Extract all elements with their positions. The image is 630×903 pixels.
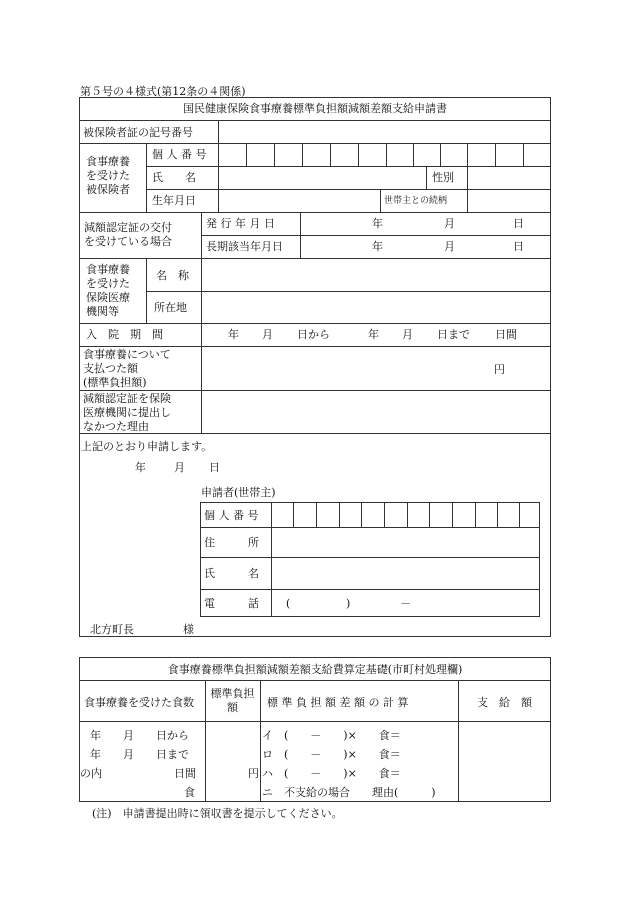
calc-days: 日間 (174, 767, 196, 780)
certificate-issue-day: 日 (513, 217, 524, 230)
phone-open: ( (286, 597, 291, 610)
phone-dash: － (400, 597, 411, 610)
calc-col-meals: 食事療養を受けた食数 (84, 696, 194, 709)
applicant-personal-number-label: 個 人 番 号 (204, 509, 259, 522)
hosp-until: 日まで (437, 328, 470, 341)
certificate-issue-year: 年 (372, 217, 383, 230)
institution-name-label: 名 称 (156, 269, 189, 282)
application-year: 年 (135, 461, 146, 474)
footnote: (注) 申請書提出時に領収書を提示してください。 (92, 807, 343, 820)
calc-col-calc: 標 準 負 担 額 差 額 の 計 算 (267, 696, 409, 709)
certificate-longterm-label: 長期該当年月日 (206, 240, 283, 253)
institution-group-label: 食事療養 を受けた 保険医療 機関等 (86, 263, 130, 318)
insured-cert-field[interactable] (219, 121, 550, 143)
applicant-label: 申請者(世帯主) (201, 486, 276, 499)
institution-address-label: 所在地 (154, 301, 187, 314)
certificate-longterm-year: 年 (372, 240, 383, 253)
applicant-address-field[interactable] (272, 528, 539, 557)
hosp-days: 日間 (495, 328, 517, 341)
certificate-issue-label: 発 行 年 月 日 (206, 217, 275, 230)
form-id: 第５号の４様式(第12条の４関係) (80, 85, 246, 98)
applicant-phone-label: 電 話 (204, 597, 259, 610)
addressee-honorific: 様 (183, 623, 194, 636)
hospitalization-label: 入 院 期 間 (86, 328, 163, 341)
hosp-year-1: 年 (228, 328, 239, 341)
patient-relation-label: 世帯主との続柄 (384, 196, 448, 206)
application-month: 月 (174, 461, 185, 474)
calc-row-i: ( － )× 食＝ (284, 729, 401, 742)
calc-row-mark-i: イ (262, 729, 273, 742)
calc-of-which: の内 (80, 767, 102, 780)
certificate-issue-month: 月 (444, 217, 455, 230)
calc-meals: 食 (184, 786, 195, 799)
hosp-month-1: 月 (262, 328, 273, 341)
calc-from: 年 月 日から (90, 729, 189, 742)
patient-group-label: 食事療養 を受けた 被保険者 (86, 155, 130, 196)
patient-birth-field[interactable] (219, 190, 379, 212)
certificate-group-label: 減額認定証の交付 を受けている場合 (84, 221, 172, 248)
hosp-month-2: 月 (402, 328, 413, 341)
applicant-name-field[interactable] (272, 558, 539, 589)
applicant-address-label: 住 所 (204, 536, 259, 549)
patient-relation-field[interactable] (468, 190, 550, 212)
calc-row-ha: ( － )× 食＝ (284, 767, 401, 780)
addressee: 北方町長 (90, 623, 134, 636)
reason-label: 減額認定証を保険 医療機関に提出し なかつた理由 (83, 392, 171, 433)
patient-name-field[interactable] (219, 167, 425, 189)
hosp-from: 日から (297, 328, 330, 341)
calc-row-mark-ni: ニ (262, 786, 273, 799)
form-title: 国民健康保険食事療養標準負担額減額差額支給申請書 (183, 102, 447, 115)
application-statement: 上記のとおり申請します。 (81, 440, 213, 453)
certificate-longterm-day: 日 (513, 240, 524, 253)
calc-until: 年 月 日まで (90, 748, 189, 761)
calc-row-ni: 不支給の場合 理由( ) (284, 786, 436, 799)
application-day: 日 (209, 461, 220, 474)
hosp-year-2: 年 (368, 328, 379, 341)
patient-name-label: 氏 名 (152, 171, 196, 184)
calc-col-standard: 標準負担 額 (210, 687, 255, 714)
phone-close: ) (346, 597, 351, 610)
insured-cert-label: 被保険者証の記号番号 (83, 126, 193, 139)
calc-row-mark-ro: ロ (262, 748, 273, 761)
patient-sex-label: 性別 (432, 171, 454, 184)
applicant-name-label: 氏 名 (204, 567, 259, 580)
institution-name-field[interactable] (202, 259, 550, 291)
institution-address-field[interactable] (202, 292, 550, 323)
patient-birth-label: 生年月日 (152, 194, 196, 207)
certificate-longterm-month: 月 (444, 240, 455, 253)
reason-field[interactable] (202, 391, 550, 433)
paid-amount-label: 食事療養について 支払つた額 (標準負担額) (83, 348, 171, 389)
calc-title: 食事療養標準負担額減額差額支給費算定基礎(市町村処理欄) (167, 663, 463, 676)
patient-sex-field[interactable] (468, 167, 550, 189)
paid-amount-unit: 円 (494, 363, 505, 376)
calc-col-pay: 支 給 額 (477, 696, 532, 709)
calc-yen: 円 (248, 767, 259, 780)
patient-personal-number-label: 個 人 番 号 (152, 148, 207, 161)
calc-row-mark-ha: ハ (262, 767, 273, 780)
applicant-personal-number-field[interactable] (272, 503, 539, 527)
calc-row-ro: ( － )× 食＝ (284, 748, 401, 761)
patient-personal-number-field[interactable] (219, 144, 550, 166)
